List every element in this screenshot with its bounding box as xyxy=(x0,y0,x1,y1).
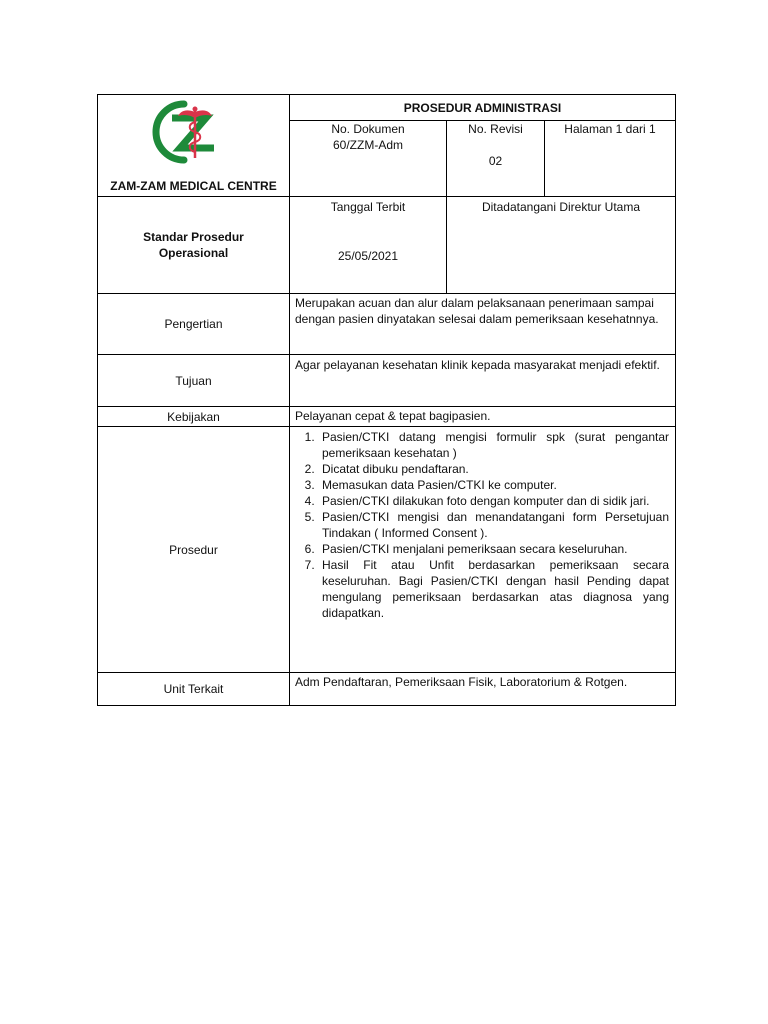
revision-label: No. Revisi xyxy=(468,122,523,137)
prosedur-step: 6. Pasien/CTKI menjalani pemeriksaan secara keseluruhan. xyxy=(318,541,669,557)
logo-cell xyxy=(98,95,290,197)
pengertian-cell xyxy=(290,294,676,355)
sop-title-line2: Operasional xyxy=(158,246,229,260)
signature-label: Ditadatangani Direktur Utama xyxy=(481,200,641,214)
issue-date-label: Tanggal Terbit xyxy=(330,200,406,214)
prosedur-step: 5. Pasien/CTKI mengisi dan menandatangani form Persetujuan Tindakan ( Informed Consent ). xyxy=(318,509,669,541)
pengertian-label: Pengertian xyxy=(98,294,290,355)
prosedur-step: 4. Pasien/CTKI dilakukan foto dengan komputer dan di sidik jari. xyxy=(318,493,669,509)
page-label: Halaman 1 dari 1 xyxy=(564,122,656,137)
clinic-logo xyxy=(150,98,230,166)
signature-cell xyxy=(447,197,676,294)
issue-date-cell xyxy=(290,197,447,294)
tujuan-text: Agar pelayanan kesehatan klinik kepada masyarakat menjadi efektif. xyxy=(295,358,660,372)
unit-terkait-row xyxy=(98,673,676,706)
kebijakan-text: Pelayanan cepat & tepat bagipasien. xyxy=(295,409,491,423)
doc-number-cell xyxy=(290,121,447,197)
revision-value: 02 xyxy=(488,154,503,169)
unit-terkait-label: Unit Terkait xyxy=(98,673,290,706)
header-row xyxy=(98,95,676,121)
kebijakan-label: Kebijakan xyxy=(98,407,290,427)
clinic-logo-icon xyxy=(150,98,230,166)
prosedur-label: Prosedur xyxy=(98,427,290,673)
prosedur-row xyxy=(98,427,676,673)
tujuan-cell xyxy=(290,355,676,407)
doc-number-value: 60/ZZM-Adm xyxy=(332,138,403,153)
sop-table xyxy=(97,94,676,706)
unit-terkait-text: Adm Pendaftaran, Pemeriksaan Fisik, Laboratorium & Rotgen. xyxy=(295,675,628,689)
kebijakan-row xyxy=(98,407,676,427)
pengertian-text: Merupakan acuan dan alur dalam pelaksanaan penerimaan sampai dengan pasien dinyatakan selesai dalam pemeriksaan kesehatnnya. xyxy=(295,296,659,326)
kebijakan-cell xyxy=(290,407,676,427)
sop-document xyxy=(97,94,675,706)
issue-date-value: 25/05/2021 xyxy=(337,249,399,263)
prosedur-step: 2. Dicatat dibuku pendaftaran. xyxy=(318,461,669,477)
tujuan-label: Tujuan xyxy=(98,355,290,407)
sop-title-line1: Standar Prosedur xyxy=(143,230,244,244)
tujuan-row xyxy=(98,355,676,407)
prosedur-step: 1. Pasien/CTKI datang mengisi formulir spk (surat pengantar pemeriksaan kesehatan ) xyxy=(318,429,669,461)
prosedur-step: 7. Hasil Fit atau Unfit berdasarkan pemeriksaan secara keseluruhan. Bagi Pasien/CTKI dengan hasil Pending dapat mengulang pemeriksaan berdasarkan atas diagnosa yang didapatkan. xyxy=(318,557,669,621)
pengertian-row xyxy=(98,294,676,355)
sop-title-cell xyxy=(98,197,290,294)
prosedur-step: 3. Memasukan data Pasien/CTKI ke computer. xyxy=(318,477,669,493)
page-cell xyxy=(545,121,676,197)
document-title: PROSEDUR ADMINISTRASI xyxy=(290,95,676,121)
doc-number-label: No. Dokumen xyxy=(331,122,405,137)
prosedur-cell xyxy=(290,427,676,673)
sop-row xyxy=(98,197,676,294)
clinic-name: ZAM-ZAM MEDICAL CENTRE xyxy=(110,179,277,193)
unit-terkait-cell xyxy=(290,673,676,706)
revision-cell xyxy=(447,121,545,197)
prosedur-steps xyxy=(296,429,669,621)
